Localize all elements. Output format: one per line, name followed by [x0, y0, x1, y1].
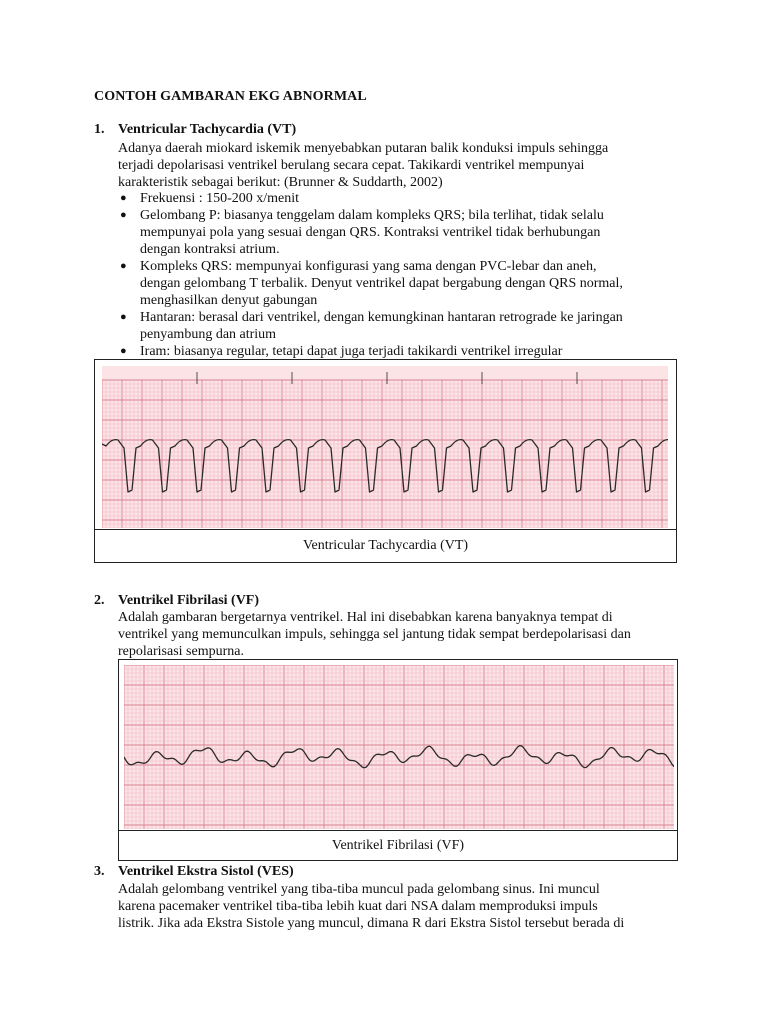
paragraph-line: Adalah gelombang ventrikel yang tiba-tiba muncul pada gelombang sinus. Ini muncul — [118, 882, 600, 897]
bullet-icon: ● — [120, 192, 127, 204]
paragraph-line: terjadi depolarisasi ventrikel berulang secara cepat. Takikardi ventrikel mempunyai — [118, 158, 585, 173]
paragraph-line: karakteristik sebagai berikut: (Brunner & Suddarth, 2002) — [118, 175, 443, 190]
paragraph-line: Adalah gambaran bergetarnya ventrikel. Hal ini disebabkan karena banyaknya tempat di — [118, 610, 613, 625]
section-title: Ventrikel Ekstra Sistol (VES) — [118, 864, 294, 879]
bullet-icon: ● — [120, 209, 127, 221]
section-title: Ventricular Tachycardia (VT) — [118, 122, 297, 137]
figure-caption: Ventrikel Fibrilasi (VF) — [119, 830, 677, 860]
vt-ecg-strip — [102, 366, 668, 528]
vt-characteristics-list — [118, 190, 674, 360]
figure-caption: Ventricular Tachycardia (VT) — [95, 529, 676, 562]
document-title: CONTOH GAMBARAN EKG ABNORMAL — [94, 89, 367, 104]
list-item-line: Iram: biasanya regular, tetapi dapat juga terjadi takikardi ventrikel irregular — [140, 344, 563, 359]
section-number: 1. — [94, 122, 105, 137]
paragraph-line: karena pacemaker ventrikel tiba-tiba lebih kuat dari NSA dalam memproduksi impuls — [118, 899, 598, 914]
section-title: Ventrikel Fibrilasi (VF) — [118, 593, 260, 608]
vf-ecg-strip — [124, 665, 674, 829]
paragraph-line: listrik. Jika ada Ekstra Sistole yang muncul, dimana R dari Ekstra Sistol tersebut berada di — [118, 916, 625, 931]
list-item-line: dengan kontraksi atrium. — [140, 242, 280, 257]
paragraph-line: Adanya daerah miokard iskemik menyebabkan putaran balik konduksi impuls sehingga — [118, 141, 609, 156]
paragraph-line: repolarisasi sempurna. — [118, 644, 244, 659]
list-item-line: Gelombang P: biasanya tenggelam dalam kompleks QRS; bila terlihat, tidak selalu — [140, 208, 604, 223]
list-item-line: Hantaran: berasal dari ventrikel, dengan kemungkinan hantaran retrograde ke jaringan — [140, 310, 623, 325]
vf-ecg-trace — [124, 665, 674, 829]
bullet-icon: ● — [120, 345, 127, 357]
section-heading-vf — [94, 593, 259, 609]
vt-ecg-figure — [94, 359, 677, 563]
section-heading-vt — [94, 122, 296, 138]
list-item-line: mempunyai pola yang sesuai dengan QRS. Kontraksi ventrikel tidak berhubungan — [140, 225, 601, 240]
list-item-line: Frekuensi : 150-200 x/menit — [140, 191, 300, 206]
section-paragraph-ves — [118, 881, 674, 932]
section-number: 3. — [94, 864, 105, 879]
section-paragraph-vt — [118, 140, 674, 191]
section-number: 2. — [94, 593, 105, 608]
list-item — [118, 309, 674, 343]
section-heading-ves — [94, 864, 294, 880]
list-item — [118, 343, 674, 360]
list-item-line: penyambung dan atrium — [140, 327, 277, 342]
list-item — [118, 258, 674, 309]
list-item — [118, 190, 674, 207]
list-item — [118, 207, 674, 258]
vt-ecg-trace — [102, 366, 668, 528]
list-item-line: dengan gelombang T terbalik. Denyut ventrikel dapat bergabung dengan QRS normal, — [140, 276, 623, 291]
paragraph-line: ventrikel yang memunculkan impuls, sehingga sel jantung tidak sempat berdepolarisasi dan — [118, 627, 631, 642]
vf-ecg-figure — [118, 659, 678, 861]
list-item-line: Kompleks QRS: mempunyai konfigurasi yang sama dengan PVC-lebar dan aneh, — [140, 259, 597, 274]
section-paragraph-vf — [118, 609, 674, 660]
list-item-line: menghasilkan denyut gabungan — [140, 293, 318, 308]
bullet-icon: ● — [120, 311, 127, 323]
bullet-icon: ● — [120, 260, 127, 272]
